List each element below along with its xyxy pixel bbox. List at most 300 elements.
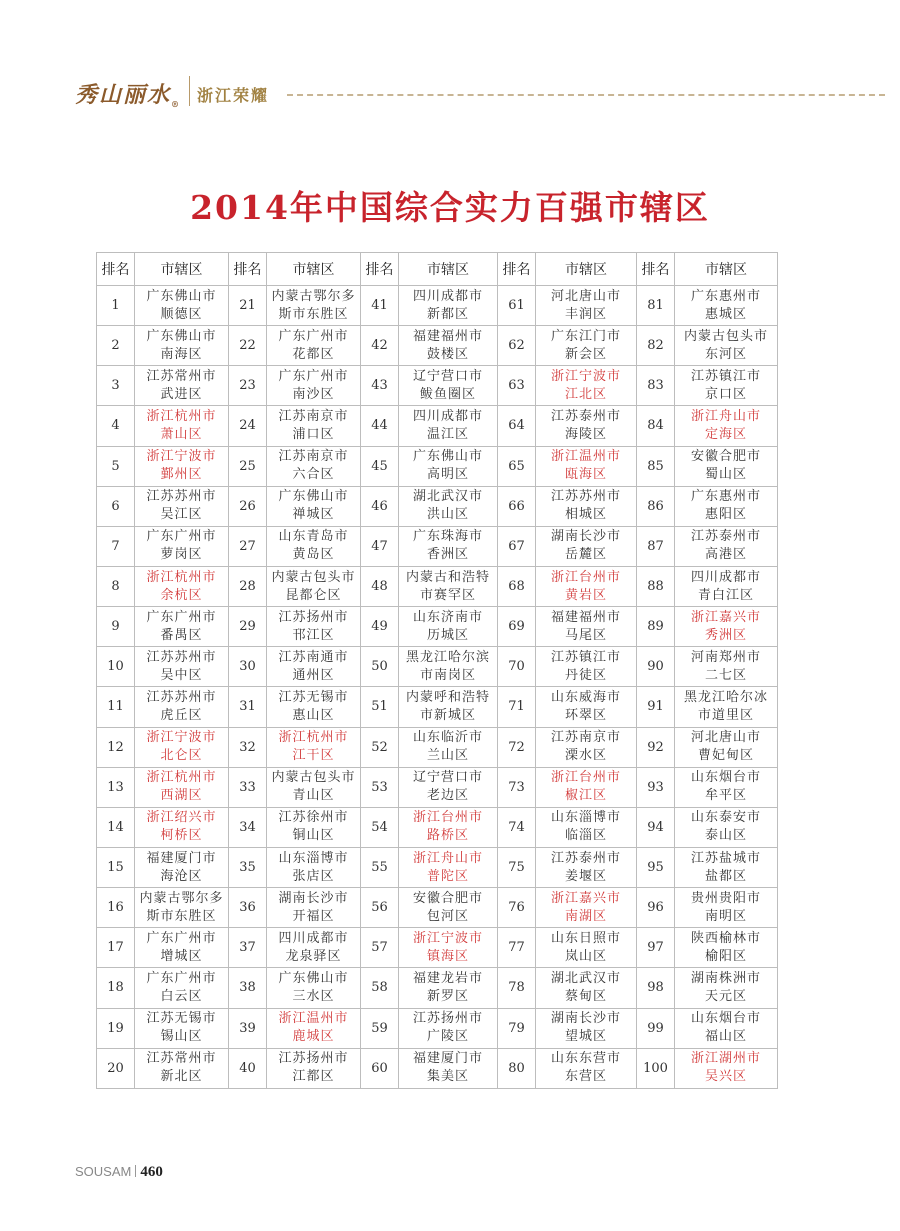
district-cell	[135, 286, 229, 326]
district-city: 内蒙古鄂尔多	[271, 288, 356, 304]
district-city: 浙江杭州市	[146, 569, 217, 585]
column-header-district: 市辖区	[399, 253, 498, 286]
rank-cell: 10	[97, 647, 135, 687]
page-number: 460	[140, 1164, 163, 1180]
district-city: 江苏泰州市	[550, 408, 621, 424]
district-city: 浙江台州市	[550, 569, 621, 585]
table-row	[97, 1008, 778, 1048]
district-city: 福建龙岩市	[412, 970, 483, 986]
page-header	[75, 72, 885, 112]
rank-cell: 18	[97, 968, 135, 1008]
district-cell	[135, 968, 229, 1008]
district-name: 临淄区	[564, 828, 607, 844]
rank-cell: 99	[637, 1008, 675, 1048]
district-cell	[267, 1048, 361, 1088]
district-name: 秀洲区	[704, 627, 747, 643]
column-header-rank: 排名	[361, 253, 399, 286]
district-cell	[135, 446, 229, 486]
district-name: 溧水区	[564, 748, 607, 764]
district-name: 海沧区	[160, 868, 203, 884]
district-cell	[267, 406, 361, 446]
district-cell	[399, 727, 498, 767]
district-city: 河南郑州市	[690, 649, 761, 665]
district-name: 南明区	[704, 908, 747, 924]
rank-cell: 63	[498, 366, 536, 406]
district-cell	[536, 647, 637, 687]
rank-cell: 92	[637, 727, 675, 767]
district-cell	[536, 526, 637, 566]
rank-cell: 76	[498, 888, 536, 928]
rank-cell: 66	[498, 486, 536, 526]
table-row	[97, 888, 778, 928]
rank-cell: 1	[97, 286, 135, 326]
table-header-row	[97, 253, 778, 286]
district-cell	[267, 767, 361, 807]
district-city: 浙江杭州市	[146, 770, 217, 786]
district-cell	[675, 526, 778, 566]
district-cell	[267, 486, 361, 526]
district-city: 福建福州市	[550, 609, 621, 625]
rank-cell: 58	[361, 968, 399, 1008]
logo-text: 秀山丽水	[75, 82, 172, 108]
district-cell	[675, 807, 778, 847]
rank-cell: 3	[97, 366, 135, 406]
district-cell	[675, 888, 778, 928]
district-city: 浙江宁波市	[146, 730, 217, 746]
district-city: 山东烟台市	[690, 1011, 761, 1027]
rank-cell: 54	[361, 807, 399, 847]
rank-cell: 33	[229, 767, 267, 807]
district-cell	[135, 326, 229, 366]
district-name: 惠阳区	[704, 507, 747, 523]
rank-cell: 47	[361, 526, 399, 566]
table-row	[97, 968, 778, 1008]
district-city: 山东东营市	[550, 1051, 621, 1067]
district-name: 增城区	[160, 948, 203, 964]
district-city: 安徽合肥市	[690, 449, 761, 465]
district-name: 吴中区	[160, 667, 203, 683]
district-name: 牟平区	[704, 788, 747, 804]
district-cell	[675, 286, 778, 326]
rank-cell: 56	[361, 888, 399, 928]
district-city: 内蒙古和浩特	[405, 569, 490, 585]
rank-cell: 45	[361, 446, 399, 486]
column-header-district: 市辖区	[267, 253, 361, 286]
district-name: 白云区	[160, 988, 203, 1004]
district-city: 河北唐山市	[690, 730, 761, 746]
district-name: 东河区	[704, 346, 747, 362]
rank-cell: 31	[229, 687, 267, 727]
rank-cell: 40	[229, 1048, 267, 1088]
district-name: 泰山区	[704, 828, 747, 844]
rank-cell: 72	[498, 727, 536, 767]
ranking-table	[96, 252, 778, 1089]
district-city: 浙江温州市	[550, 449, 621, 465]
rank-cell: 25	[229, 446, 267, 486]
district-city: 浙江绍兴市	[146, 810, 217, 826]
district-cell	[675, 847, 778, 887]
page-title: 2014年中国综合实力百强市辖区	[190, 188, 710, 227]
district-cell	[536, 607, 637, 647]
rank-cell: 16	[97, 888, 135, 928]
district-city: 浙江温州市	[278, 1011, 349, 1027]
rank-cell: 48	[361, 566, 399, 606]
district-cell	[675, 687, 778, 727]
district-city: 江苏无锡市	[146, 1011, 217, 1027]
magazine-logo	[75, 78, 181, 109]
district-name: 相城区	[564, 507, 607, 523]
district-name: 吴兴区	[704, 1069, 747, 1085]
district-name: 鄞州区	[160, 467, 203, 483]
district-name: 鹿城区	[292, 1029, 335, 1045]
rank-cell: 79	[498, 1008, 536, 1048]
district-name: 岳麓区	[564, 547, 607, 563]
district-name: 新北区	[160, 1069, 203, 1085]
district-cell	[675, 486, 778, 526]
rank-cell: 8	[97, 566, 135, 606]
district-cell	[399, 1048, 498, 1088]
district-cell	[135, 847, 229, 887]
table-row	[97, 486, 778, 526]
district-cell	[399, 326, 498, 366]
district-name: 黄岛区	[292, 547, 335, 563]
district-cell	[135, 928, 229, 968]
rank-cell: 61	[498, 286, 536, 326]
rank-cell: 51	[361, 687, 399, 727]
district-city: 湖北武汉市	[412, 489, 483, 505]
rank-cell: 35	[229, 847, 267, 887]
district-name: 市道里区	[697, 707, 754, 723]
column-header-district: 市辖区	[536, 253, 637, 286]
district-city: 湖南株洲市	[690, 970, 761, 986]
district-city: 内蒙古包头市	[683, 328, 768, 344]
district-name: 斯市东胜区	[146, 908, 217, 924]
district-name: 虎丘区	[160, 707, 203, 723]
district-name: 铜山区	[292, 828, 335, 844]
district-city: 广东珠海市	[412, 529, 483, 545]
district-cell	[399, 647, 498, 687]
district-name: 萝岗区	[160, 547, 203, 563]
rank-cell: 4	[97, 406, 135, 446]
district-city: 福建福州市	[412, 328, 483, 344]
district-name: 温江区	[426, 426, 469, 442]
district-city: 安徽合肥市	[412, 890, 483, 906]
district-name: 海陵区	[564, 426, 607, 442]
rank-cell: 27	[229, 526, 267, 566]
rank-cell: 96	[637, 888, 675, 928]
district-name: 江干区	[292, 748, 335, 764]
rank-cell: 84	[637, 406, 675, 446]
district-name: 香洲区	[426, 547, 469, 563]
rank-cell: 95	[637, 847, 675, 887]
section-name: 浙江荣耀	[197, 86, 270, 105]
rank-cell: 12	[97, 727, 135, 767]
district-city: 广东惠州市	[690, 288, 761, 304]
rank-cell: 55	[361, 847, 399, 887]
district-cell	[135, 647, 229, 687]
rank-cell: 52	[361, 727, 399, 767]
column-header-rank: 排名	[637, 253, 675, 286]
district-cell	[536, 446, 637, 486]
registered-mark: ®	[171, 99, 182, 109]
district-city: 山东烟台市	[690, 770, 761, 786]
district-city: 广东佛山市	[146, 328, 217, 344]
district-name: 邗江区	[292, 627, 335, 643]
district-city: 山东临沂市	[412, 730, 483, 746]
district-cell	[675, 566, 778, 606]
district-city: 山东日照市	[550, 930, 621, 946]
district-name: 丰润区	[564, 306, 607, 322]
district-name: 历城区	[426, 627, 469, 643]
district-name: 昆都仑区	[285, 587, 342, 603]
district-name: 椒江区	[564, 788, 607, 804]
district-name: 天元区	[704, 988, 747, 1004]
district-cell	[536, 1008, 637, 1048]
rank-cell: 83	[637, 366, 675, 406]
district-name: 普陀区	[426, 868, 469, 884]
district-city: 江苏苏州市	[146, 489, 217, 505]
rank-cell: 42	[361, 326, 399, 366]
table-row	[97, 647, 778, 687]
district-city: 广东佛山市	[412, 449, 483, 465]
district-cell	[399, 366, 498, 406]
rank-cell: 88	[637, 566, 675, 606]
table-body	[97, 286, 778, 1089]
district-name: 东营区	[564, 1069, 607, 1085]
district-name: 花都区	[292, 346, 335, 362]
district-cell	[399, 526, 498, 566]
district-city: 山东青岛市	[278, 529, 349, 545]
rank-cell: 14	[97, 807, 135, 847]
district-city: 浙江台州市	[550, 770, 621, 786]
district-city: 江苏苏州市	[550, 489, 621, 505]
rank-cell: 43	[361, 366, 399, 406]
district-city: 湖南长沙市	[550, 529, 621, 545]
rank-cell: 77	[498, 928, 536, 968]
district-cell	[135, 526, 229, 566]
rank-cell: 50	[361, 647, 399, 687]
district-city: 广东惠州市	[690, 489, 761, 505]
district-cell	[267, 566, 361, 606]
district-name: 南沙区	[292, 386, 335, 402]
district-city: 浙江湖州市	[690, 1051, 761, 1067]
rank-cell: 53	[361, 767, 399, 807]
rank-cell: 74	[498, 807, 536, 847]
district-cell	[536, 847, 637, 887]
district-city: 江苏镇江市	[550, 649, 621, 665]
district-cell	[675, 647, 778, 687]
district-name: 番禺区	[160, 627, 203, 643]
rank-cell: 26	[229, 486, 267, 526]
district-cell	[135, 807, 229, 847]
page-footer	[75, 1164, 163, 1181]
rank-cell: 82	[637, 326, 675, 366]
header-dashed-rule	[287, 94, 885, 96]
district-cell	[675, 366, 778, 406]
district-cell	[536, 928, 637, 968]
rank-cell: 90	[637, 647, 675, 687]
district-cell	[135, 1048, 229, 1088]
district-cell	[675, 767, 778, 807]
district-name: 包河区	[426, 908, 469, 924]
district-cell	[675, 968, 778, 1008]
rank-cell: 49	[361, 607, 399, 647]
district-city: 广东江门市	[550, 328, 621, 344]
rank-cell: 28	[229, 566, 267, 606]
district-city: 江苏扬州市	[278, 1051, 349, 1067]
rank-cell: 91	[637, 687, 675, 727]
district-city: 福建厦门市	[146, 850, 217, 866]
district-cell	[267, 1008, 361, 1048]
rank-cell: 85	[637, 446, 675, 486]
district-name: 西湖区	[160, 788, 203, 804]
district-city: 江苏南通市	[278, 649, 349, 665]
district-city: 内蒙古包头市	[271, 770, 356, 786]
district-name: 鲅鱼圈区	[419, 386, 476, 402]
district-name: 通州区	[292, 667, 335, 683]
rank-cell: 44	[361, 406, 399, 446]
district-name: 马尾区	[564, 627, 607, 643]
rank-cell: 59	[361, 1008, 399, 1048]
district-city: 湖北武汉市	[550, 970, 621, 986]
district-name: 开福区	[292, 908, 335, 924]
district-name: 市赛罕区	[419, 587, 476, 603]
district-cell	[267, 687, 361, 727]
district-cell	[536, 767, 637, 807]
district-city: 江苏常州市	[146, 368, 217, 384]
rank-cell: 73	[498, 767, 536, 807]
district-city: 湖南长沙市	[278, 890, 349, 906]
district-name: 新会区	[564, 346, 607, 362]
district-cell	[536, 968, 637, 1008]
district-name: 吴江区	[160, 507, 203, 523]
district-cell	[675, 406, 778, 446]
district-name: 盐都区	[704, 868, 747, 884]
district-cell	[399, 968, 498, 1008]
rank-cell: 29	[229, 607, 267, 647]
table-row	[97, 566, 778, 606]
rank-cell: 60	[361, 1048, 399, 1088]
district-cell	[267, 446, 361, 486]
district-name: 瓯海区	[564, 467, 607, 483]
district-name: 龙泉驿区	[285, 948, 342, 964]
district-name: 望城区	[564, 1029, 607, 1045]
table-row	[97, 526, 778, 566]
table-row	[97, 807, 778, 847]
district-city: 广东广州市	[146, 529, 217, 545]
district-city: 江苏南京市	[550, 730, 621, 746]
district-cell	[135, 687, 229, 727]
district-name: 顺德区	[160, 306, 203, 322]
district-name: 青白江区	[697, 587, 754, 603]
district-city: 广东广州市	[146, 970, 217, 986]
district-city: 江苏泰州市	[690, 529, 761, 545]
district-name: 武进区	[160, 386, 203, 402]
rank-cell: 86	[637, 486, 675, 526]
district-city: 内蒙古包头市	[271, 569, 356, 585]
table-row	[97, 446, 778, 486]
table-row	[97, 767, 778, 807]
district-city: 浙江宁波市	[146, 449, 217, 465]
rank-cell: 41	[361, 286, 399, 326]
district-cell	[675, 928, 778, 968]
district-city: 江苏扬州市	[412, 1011, 483, 1027]
district-name: 惠山区	[292, 707, 335, 723]
district-city: 广东广州市	[146, 930, 217, 946]
district-cell	[135, 1008, 229, 1048]
rank-cell: 62	[498, 326, 536, 366]
rank-cell: 13	[97, 767, 135, 807]
district-name: 老边区	[426, 788, 469, 804]
district-city: 黑龙江哈尔冰	[683, 689, 768, 705]
district-cell	[135, 767, 229, 807]
district-city: 浙江宁波市	[550, 368, 621, 384]
district-city: 江苏苏州市	[146, 689, 217, 705]
rank-cell: 21	[229, 286, 267, 326]
district-city: 辽宁营口市	[412, 770, 483, 786]
column-header-rank: 排名	[97, 253, 135, 286]
column-header-district: 市辖区	[135, 253, 229, 286]
district-city: 内蒙呼和浩特	[405, 689, 490, 705]
rank-cell: 64	[498, 406, 536, 446]
district-cell	[536, 366, 637, 406]
district-cell	[135, 566, 229, 606]
district-name: 市南岗区	[419, 667, 476, 683]
district-name: 鼓楼区	[426, 346, 469, 362]
district-cell	[536, 1048, 637, 1088]
column-header-rank: 排名	[229, 253, 267, 286]
district-name: 福山区	[704, 1029, 747, 1045]
district-city: 江苏徐州市	[278, 810, 349, 826]
district-city: 江苏常州市	[146, 1051, 217, 1067]
district-name: 广陵区	[426, 1029, 469, 1045]
district-cell	[675, 1048, 778, 1088]
district-name: 江都区	[292, 1069, 335, 1085]
rank-cell: 94	[637, 807, 675, 847]
rank-cell: 20	[97, 1048, 135, 1088]
district-cell	[536, 406, 637, 446]
district-name: 高明区	[426, 467, 469, 483]
district-name: 北仑区	[160, 748, 203, 764]
district-city: 江苏南京市	[278, 449, 349, 465]
district-cell	[135, 607, 229, 647]
table-row	[97, 847, 778, 887]
district-city: 浙江宁波市	[412, 930, 483, 946]
district-cell	[536, 486, 637, 526]
district-city: 广东广州市	[146, 609, 217, 625]
district-cell	[135, 486, 229, 526]
table-row	[97, 326, 778, 366]
district-cell	[536, 727, 637, 767]
district-city: 广东广州市	[278, 328, 349, 344]
district-city: 江苏苏州市	[146, 649, 217, 665]
rank-cell: 69	[498, 607, 536, 647]
district-name: 南湖区	[564, 908, 607, 924]
district-city: 江苏无锡市	[278, 689, 349, 705]
district-name: 洪山区	[426, 507, 469, 523]
district-city: 江苏盐城市	[690, 850, 761, 866]
district-cell	[399, 807, 498, 847]
table-row	[97, 406, 778, 446]
rank-cell: 6	[97, 486, 135, 526]
rank-cell: 23	[229, 366, 267, 406]
district-name: 高港区	[704, 547, 747, 563]
district-name: 余杭区	[160, 587, 203, 603]
district-cell	[135, 366, 229, 406]
district-cell	[267, 928, 361, 968]
rank-cell: 36	[229, 888, 267, 928]
district-city: 湖南长沙市	[550, 1011, 621, 1027]
